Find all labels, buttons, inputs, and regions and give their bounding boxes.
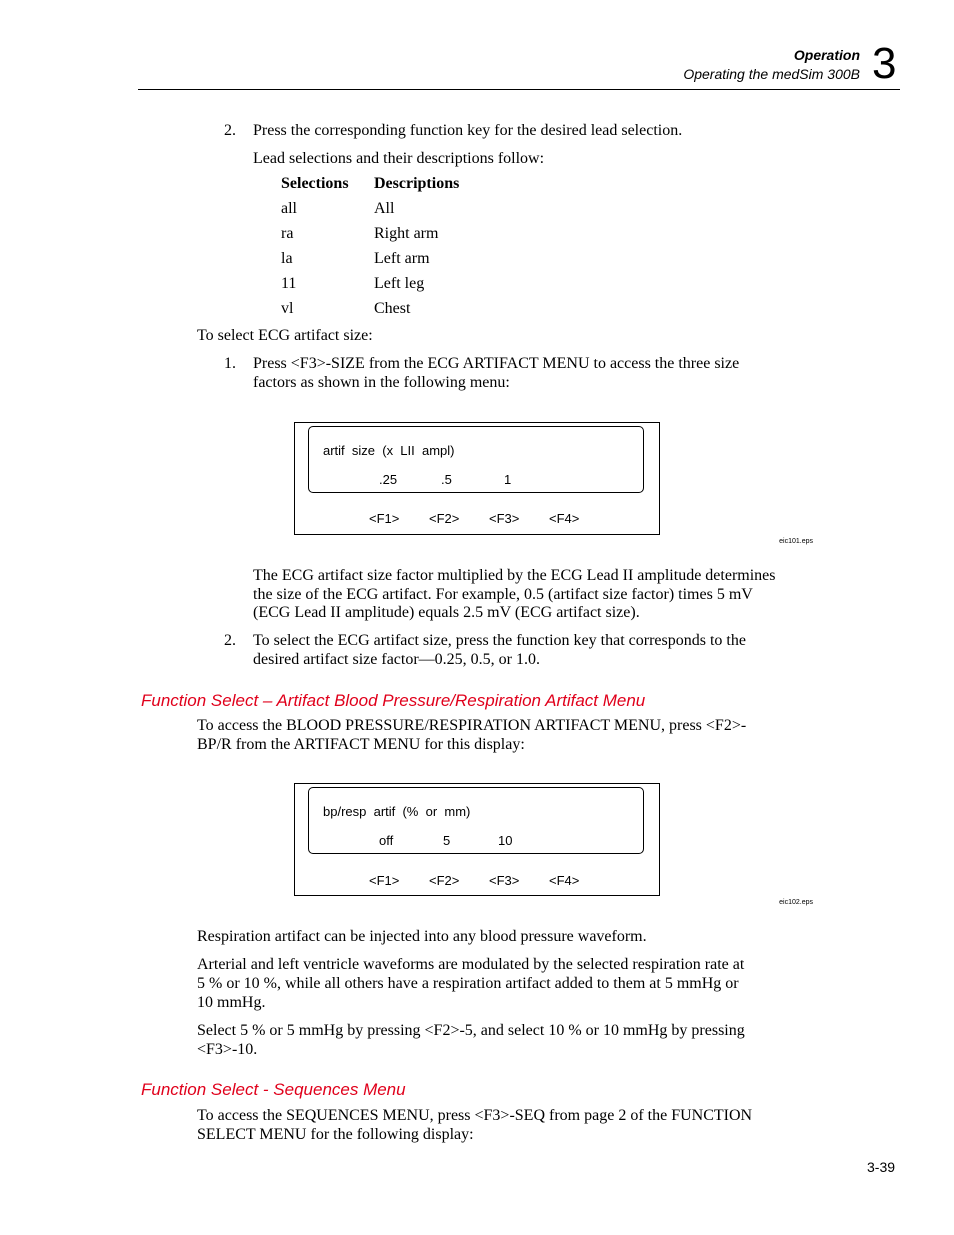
lcd-screen bbox=[308, 787, 644, 854]
table-header-descriptions: Descriptions bbox=[374, 175, 460, 192]
lcd-value: 1 bbox=[504, 472, 512, 487]
paragraph-line: SELECT MENU for the following display: bbox=[197, 1126, 474, 1143]
paragraph: Respiration artifact can be injected into any blood pressure waveform. bbox=[197, 928, 647, 945]
step-text-line: Press <F3>-SIZE from the ECG ARTIFACT MENU to access the three size bbox=[253, 355, 740, 372]
section-heading: Function Select - Sequences Menu bbox=[141, 1080, 406, 1099]
step-number: 2. bbox=[224, 122, 236, 139]
lcd-display-figure bbox=[294, 783, 660, 896]
lcd-title: artif size (x LII ampl) bbox=[323, 443, 455, 458]
table-cell-selection: 11 bbox=[281, 275, 297, 292]
header-rule bbox=[138, 89, 900, 90]
function-key-label: <F3> bbox=[489, 511, 520, 526]
table-cell-description: Chest bbox=[374, 300, 411, 317]
table-cell-description: Right arm bbox=[374, 225, 439, 242]
figure-label: eic101.eps bbox=[779, 538, 813, 545]
paragraph-line: <F3>-10. bbox=[197, 1041, 258, 1058]
ecg-size-intro: To select ECG artifact size: bbox=[197, 327, 373, 344]
chapter-number: 3 bbox=[872, 39, 897, 88]
header-subtitle: Operating the medSim 300B bbox=[683, 66, 860, 82]
paragraph-line: (ECG Lead II amplitude) equals 2.5 mV (ECG artifact size). bbox=[253, 604, 640, 621]
step-text-line: factors as shown in the following menu: bbox=[253, 374, 510, 391]
table-cell-selection: la bbox=[281, 250, 293, 267]
step-number: 2. bbox=[224, 632, 236, 649]
function-key-label: <F2> bbox=[429, 511, 460, 526]
paragraph-line: To access the SEQUENCES MENU, press <F3>-SEQ from page 2 of the FUNCTION bbox=[197, 1107, 753, 1124]
table-cell-selection: ra bbox=[281, 225, 294, 242]
paragraph-line: the size of the ECG artifact. For example, 0.5 (artifact size factor) times 5 mV bbox=[253, 586, 753, 603]
step-text-line: To select the ECG artifact size, press the function key that corresponds to the bbox=[253, 632, 746, 649]
paragraph-line: Select 5 % or 5 mmHg by pressing <F2>-5, and select 10 % or 10 mmHg by pressing bbox=[197, 1022, 745, 1039]
table-cell-selection: vl bbox=[281, 300, 294, 317]
table-cell-description: Left arm bbox=[374, 250, 430, 267]
paragraph-line: BP/R from the ARTIFACT MENU for this display: bbox=[197, 736, 525, 753]
header-section-title: Operation bbox=[793, 47, 860, 63]
lcd-value: .5 bbox=[441, 472, 452, 487]
table-cell-selection: all bbox=[281, 200, 297, 217]
lcd-title: bp/resp artif (% or mm) bbox=[323, 804, 471, 819]
step-text-line: desired artifact size factor—0.25, 0.5, or 1.0. bbox=[253, 651, 541, 668]
figure-label: eic102.eps bbox=[779, 899, 813, 906]
step-number: 1. bbox=[224, 355, 236, 372]
table-header-selections: Selections bbox=[281, 175, 349, 192]
lcd-value: 5 bbox=[443, 833, 451, 848]
function-key-label: <F1> bbox=[369, 873, 400, 888]
page-number: 3-39 bbox=[867, 1159, 896, 1175]
lcd-screen bbox=[308, 426, 644, 493]
lcd-value: .25 bbox=[379, 472, 398, 487]
function-key-label: <F1> bbox=[369, 511, 400, 526]
section-heading: Function Select – Artifact Blood Pressure/Respiration Artifact Menu bbox=[141, 691, 646, 710]
table-cell-description: Left leg bbox=[374, 275, 425, 292]
table-cell-description: All bbox=[374, 200, 395, 217]
lead-intro: Lead selections and their descriptions follow: bbox=[253, 150, 545, 167]
paragraph-line: 10 mmHg. bbox=[197, 994, 266, 1011]
paragraph-line: To access the BLOOD PRESSURE/RESPIRATION ARTIFACT MENU, press <F2>- bbox=[197, 717, 747, 734]
lcd-display-figure bbox=[294, 422, 660, 535]
function-key-label: <F3> bbox=[489, 873, 520, 888]
paragraph-line: 5 % or 10 %, while all others have a respiration artifact added to them at 5 mmHg or bbox=[197, 975, 739, 992]
step-text: Press the corresponding function key for the desired lead selection. bbox=[253, 122, 683, 139]
function-key-label: <F4> bbox=[549, 511, 580, 526]
paragraph-line: Arterial and left ventricle waveforms are modulated by the selected respiration rate at bbox=[197, 956, 745, 973]
paragraph-line: The ECG artifact size factor multiplied by the ECG Lead II amplitude determines bbox=[253, 567, 776, 584]
lcd-value: 10 bbox=[498, 833, 513, 848]
function-key-label: <F4> bbox=[549, 873, 580, 888]
function-key-label: <F2> bbox=[429, 873, 460, 888]
lcd-value: off bbox=[379, 833, 394, 848]
